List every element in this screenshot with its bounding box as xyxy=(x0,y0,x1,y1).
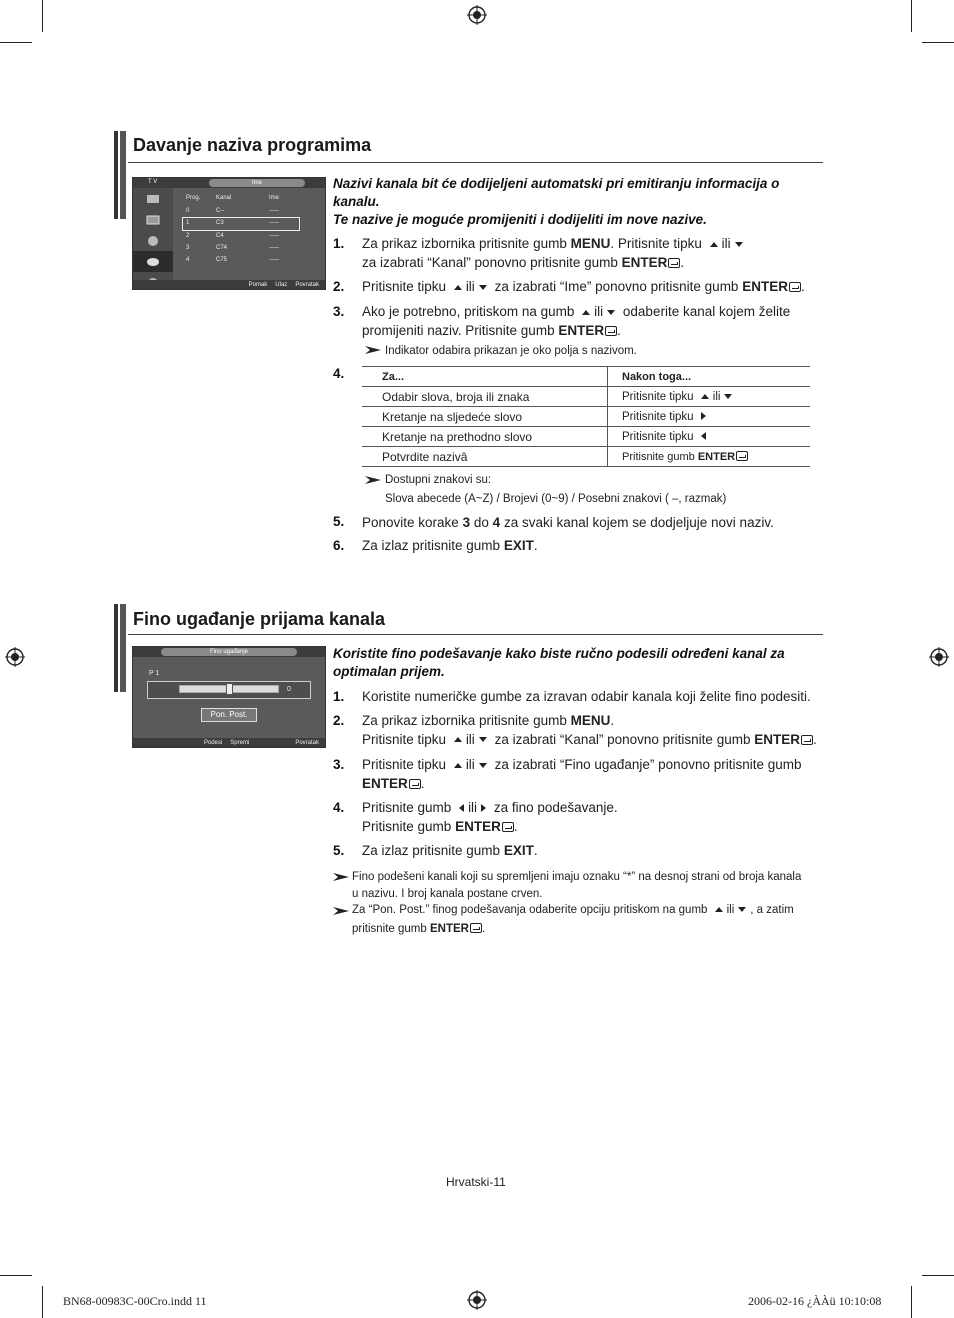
slug-file: BN68-00983C-00Cro.indd 11 xyxy=(63,1294,207,1308)
crop-mark xyxy=(0,42,32,43)
text: za izabrati “Fino ugađanje” ponovno pritisnite gumb xyxy=(494,757,802,772)
step-number: 3. xyxy=(333,304,345,319)
step-number: 1. xyxy=(333,689,345,704)
up-arrow-icon xyxy=(701,394,709,399)
step-text: Pritisnite tipku ili za izabrati “Ime” ponovno pritisnite gumb ENTER . xyxy=(362,279,805,294)
section2-intro xyxy=(333,645,823,681)
enter-icon xyxy=(789,282,801,292)
note-arrow-icon xyxy=(365,346,381,354)
down-arrow-icon xyxy=(724,394,732,399)
table-cell xyxy=(608,407,811,427)
step-text: Za izlaz pritisnite gumb EXIT. xyxy=(362,538,538,553)
step-number: 4. xyxy=(333,800,345,815)
text: Za izlaz pritisnite gumb xyxy=(362,843,501,858)
right-arrow-icon xyxy=(481,804,486,812)
page-number: Hrvatski-11 xyxy=(446,1175,506,1189)
table-cell: Kretanje na sljedeće slovo xyxy=(362,407,608,427)
tv-row-prog: 0 xyxy=(186,208,190,214)
tv-tab-title: Fino ugađanje xyxy=(161,648,297,656)
enter-icon xyxy=(605,326,617,336)
tv-selection-indicator xyxy=(182,217,300,231)
step-number: 6. xyxy=(333,538,345,553)
text: Za prikaz izbornika pritisnite gumb xyxy=(362,236,567,251)
tv-row-kanal: C3 xyxy=(216,220,224,226)
step-number: 2. xyxy=(333,279,345,294)
crop-mark xyxy=(42,1286,43,1318)
section-title: Davanje naziva programima xyxy=(133,135,372,155)
tv-col-ime: Ime xyxy=(269,195,280,201)
text: Pritisnite tipku xyxy=(622,410,694,423)
enter-key: ENTER xyxy=(697,450,736,463)
text: Pritisnite tipku xyxy=(622,430,694,443)
text: ili xyxy=(712,390,721,403)
step-text: Pritisnite gumb ili za fino podešavanje. Pritisnite gumb ENTER . xyxy=(362,800,618,834)
table-head-cell: Nakon toga... xyxy=(608,367,811,387)
tv-side-item xyxy=(133,188,173,209)
text: promijeniti naziv. Pritisnite gumb xyxy=(362,322,555,338)
up-arrow-icon xyxy=(582,310,590,315)
tv-footer-povratak: Povratak xyxy=(295,739,319,746)
step-text: Za prikaz izbornika pritisnite gumb MENU. Pritisnite tipku ili za izabrati “Kanal” ponovno pritisnite gumb ENTER . xyxy=(362,235,747,272)
text: za izabrati “Ime” ponovno pritisnite gumb xyxy=(494,279,739,294)
enter-key: ENTER xyxy=(430,923,469,935)
enter-key: ENTER xyxy=(754,731,800,747)
note-text: Dostupni znakovi su: xyxy=(385,474,492,486)
tv-row-ime: ----- xyxy=(269,257,279,263)
table-cell: Kretanje na prethodno slovo xyxy=(362,427,608,447)
text: do xyxy=(473,515,489,530)
step-text: Pritisnite tipku ili za izabrati “Fino ugađanje” ponovno pritisnite gumb ENTER . xyxy=(362,757,802,791)
tv-side-item xyxy=(133,230,173,251)
enter-key: ENTER xyxy=(621,254,668,270)
tv-row-kanal: C75 xyxy=(216,257,228,263)
text: ili xyxy=(726,904,735,916)
left-arrow-icon xyxy=(459,804,464,812)
section-marker xyxy=(120,131,126,219)
intro-line: Nazivi kanala bit će dodijeljeni automatski pri emitiranju informacija o xyxy=(333,176,780,191)
tv-reset-button: Pon. Post. xyxy=(201,708,257,722)
intro-line: Te nazive je moguće promijeniti i dodijeliti im nove nazive. xyxy=(333,212,707,227)
section-title: Fino ugađanje prijama kanala xyxy=(133,609,386,629)
slug-date: 2006-02-16 ¿ÀÀü 10:10:08 xyxy=(748,1294,882,1308)
text: za izabrati “Kanal” ponovno pritisnite gumb xyxy=(362,254,618,270)
step-number: 3. xyxy=(333,757,345,772)
section-marker xyxy=(120,604,126,692)
text: za izabrati “Kanal” ponovno pritisnite gumb xyxy=(494,731,751,747)
tv-row-ime: ----- xyxy=(269,208,279,214)
section1-intro xyxy=(333,175,823,229)
note-text: pritisnite gumb ENTER . xyxy=(352,923,486,935)
text: ili xyxy=(465,279,475,294)
text: Za “Pon. Post.” finog podešavanja odaberite opciju pritiskom na gumb xyxy=(352,904,708,916)
registration-mark-icon xyxy=(467,1290,487,1310)
tv-row-kanal: C4 xyxy=(216,233,224,239)
text: . Pritisnite tipku xyxy=(610,236,702,251)
enter-key: ENTER xyxy=(455,818,501,834)
text: Pritisnite gumb xyxy=(362,800,452,815)
down-arrow-icon xyxy=(479,737,487,742)
up-arrow-icon xyxy=(715,907,723,912)
left-arrow-icon xyxy=(701,432,706,440)
text: pritisnite gumb xyxy=(352,923,427,935)
channel-icon xyxy=(146,256,160,268)
step-number: 2. xyxy=(333,713,345,728)
text: Pritisnite tipku xyxy=(362,279,447,294)
tv-row-kanal: C-- xyxy=(216,208,225,214)
text: ili xyxy=(465,757,475,772)
tv-tab-title: Ime xyxy=(209,179,305,187)
menu-key: MENU xyxy=(570,713,611,728)
table-row xyxy=(362,447,810,467)
crop-mark xyxy=(0,1275,32,1276)
table-head-cell: Za... xyxy=(362,367,608,387)
exit-key: EXIT xyxy=(503,843,534,858)
text: Za izlaz pritisnite gumb xyxy=(362,538,501,553)
enter-key: ENTER xyxy=(742,279,788,294)
text: Pritisnite tipku xyxy=(622,390,694,403)
note-arrow-icon xyxy=(365,476,381,484)
table-header xyxy=(362,367,810,387)
tv-row-prog: 2 xyxy=(186,233,190,239)
tv-row-ime: ----- xyxy=(269,220,279,226)
text: Za prikaz izbornika pritisnite gumb xyxy=(362,713,567,728)
right-arrow-icon xyxy=(701,412,706,420)
enter-icon xyxy=(409,779,421,789)
tv-menu-screenshot xyxy=(132,177,326,290)
text: 3 xyxy=(462,515,471,530)
text: Pritisnite gumb xyxy=(622,450,695,463)
enter-icon xyxy=(470,923,482,933)
text: 4 xyxy=(492,515,501,530)
crop-mark xyxy=(911,0,912,32)
up-arrow-icon xyxy=(454,763,462,768)
table-cell xyxy=(608,447,811,467)
note-text xyxy=(352,902,794,919)
up-arrow-icon xyxy=(454,285,462,290)
tv-side-item-channel xyxy=(133,251,173,272)
intro-line: kanalu. xyxy=(333,194,380,209)
table-cell xyxy=(608,427,811,447)
tv-col-prog: Prog. xyxy=(186,195,201,201)
table-cell: Odabir slova, broja ili znaka xyxy=(362,387,608,407)
text: ili xyxy=(468,800,478,815)
down-arrow-icon xyxy=(607,310,615,315)
intro-line: Koristite fino podešavanje kako biste ručno podesili određeni kanal za xyxy=(333,646,785,661)
tv-menu-label: T V xyxy=(148,179,158,185)
section-rule xyxy=(128,162,823,163)
step-number: 5. xyxy=(333,843,345,858)
step-number: 5. xyxy=(333,514,345,529)
text: Pritisnite tipku xyxy=(362,731,447,747)
registration-mark-icon xyxy=(929,647,949,667)
table-row xyxy=(362,407,810,427)
tv-row-prog: 3 xyxy=(186,245,190,251)
tv-fine-tune-screenshot xyxy=(132,646,326,748)
step-text xyxy=(362,514,774,533)
registration-mark-icon xyxy=(5,647,25,667)
tv-fine-tune-value: 0 xyxy=(287,686,291,693)
text: za svaki kanal kojem se dodjeljuje novi naziv. xyxy=(503,515,774,530)
tv-row-kanal: C74 xyxy=(216,245,228,251)
down-arrow-icon xyxy=(479,763,487,768)
enter-key: ENTER xyxy=(362,775,408,791)
down-arrow-icon xyxy=(738,907,746,912)
tv-footer-podesi: Podesi xyxy=(203,739,223,746)
note-text: u nazivu. I broj kanala postane crven. xyxy=(352,888,543,900)
tv-footer-pomak: Pomak xyxy=(248,281,268,288)
section-marker xyxy=(114,604,118,692)
tv-row-prog: 4 xyxy=(186,257,190,263)
table-row xyxy=(362,387,810,407)
tv-row-ime: ----- xyxy=(269,233,279,239)
tv-channel: P 1 xyxy=(149,670,160,677)
enter-icon xyxy=(502,822,514,832)
text: . xyxy=(610,713,615,728)
crop-mark xyxy=(42,0,43,32)
note-arrow-icon xyxy=(333,873,349,881)
enter-icon xyxy=(801,735,813,745)
text: za fino podešavanje. xyxy=(493,800,618,815)
tv-col-kanal: Kanal xyxy=(216,195,232,201)
section-marker xyxy=(114,131,118,219)
down-arrow-icon xyxy=(735,242,743,247)
tv-row-prog: 1 xyxy=(186,220,190,226)
note-text: Indikator odabira prikazan je oko polja s nazivom. xyxy=(385,345,637,357)
up-arrow-icon xyxy=(454,737,462,742)
crop-mark xyxy=(922,42,954,43)
step-text: Koristite numeričke gumbe za izravan odabir kanala koji želite fino podesiti. xyxy=(362,689,811,704)
tv-side-menu xyxy=(133,188,173,280)
step-number: 4. xyxy=(333,366,345,381)
tv-footer-povratak: Povratak xyxy=(295,281,319,288)
table-row xyxy=(362,427,810,447)
section-rule xyxy=(128,634,823,635)
table-cell xyxy=(608,387,811,407)
operation-table xyxy=(362,366,810,467)
up-arrow-icon xyxy=(710,242,718,247)
tv-footer-bar xyxy=(133,738,325,747)
text: ili xyxy=(465,731,475,747)
text: , a zatim xyxy=(750,904,794,916)
fine-tune-slider-thumb xyxy=(226,683,233,695)
down-arrow-icon xyxy=(479,285,487,290)
step-text: Za izlaz pritisnite gumb EXIT. xyxy=(362,843,538,858)
step-text: Ako je potrebno, pritiskom na gumb ili odaberite kanal kojem želite promijeniti naziv. Pritisnite gumb ENTER . xyxy=(362,304,791,338)
registration-mark-icon xyxy=(467,5,487,25)
text: Ponovite korake xyxy=(362,515,459,530)
exit-key: EXIT xyxy=(503,538,534,553)
tv-footer-bar xyxy=(133,280,325,289)
enter-icon xyxy=(668,258,680,268)
timer-icon xyxy=(147,235,159,247)
picture-icon xyxy=(146,194,160,204)
menu-key: MENU xyxy=(570,236,611,251)
note-text: Slova abecede (A~Z) / Brojevi (0~9) / Posebni znakovi ( –, razmak) xyxy=(385,493,727,505)
text: Pritisnite tipku xyxy=(362,757,447,772)
table-cell: Potvrdite nazivâ xyxy=(362,447,608,467)
crop-mark xyxy=(911,1286,912,1318)
note-arrow-icon xyxy=(333,907,349,915)
enter-key: ENTER xyxy=(558,322,605,338)
step-text: Za prikaz izbornika pritisnite gumb MENU. Pritisnite tipku ili za izabrati “Kanal” ponovno pritisnite gumb ENTER . xyxy=(362,713,817,747)
intro-line: optimalan prijem. xyxy=(333,664,445,679)
enter-icon xyxy=(736,451,748,461)
text: Ako je potrebno, pritiskom na gumb xyxy=(362,304,575,319)
tv-footer-ulaz: Ulaz xyxy=(275,281,288,288)
tv-row-ime: ----- xyxy=(269,245,279,251)
step-number: 1. xyxy=(333,236,345,251)
text: ili xyxy=(594,304,604,319)
text: Pritisnite gumb xyxy=(362,818,452,834)
crop-mark xyxy=(922,1275,954,1276)
text: ili xyxy=(721,236,731,251)
tv-side-item xyxy=(133,209,173,230)
note-text: Fino podešeni kanali koji su spremljeni imaju oznaku “*” na desnoj strani od broja kanala xyxy=(352,871,802,883)
sound-icon xyxy=(146,215,160,225)
tv-footer-spremi: Spremi xyxy=(230,739,250,746)
text: odaberite kanal kojem želite xyxy=(622,304,791,319)
